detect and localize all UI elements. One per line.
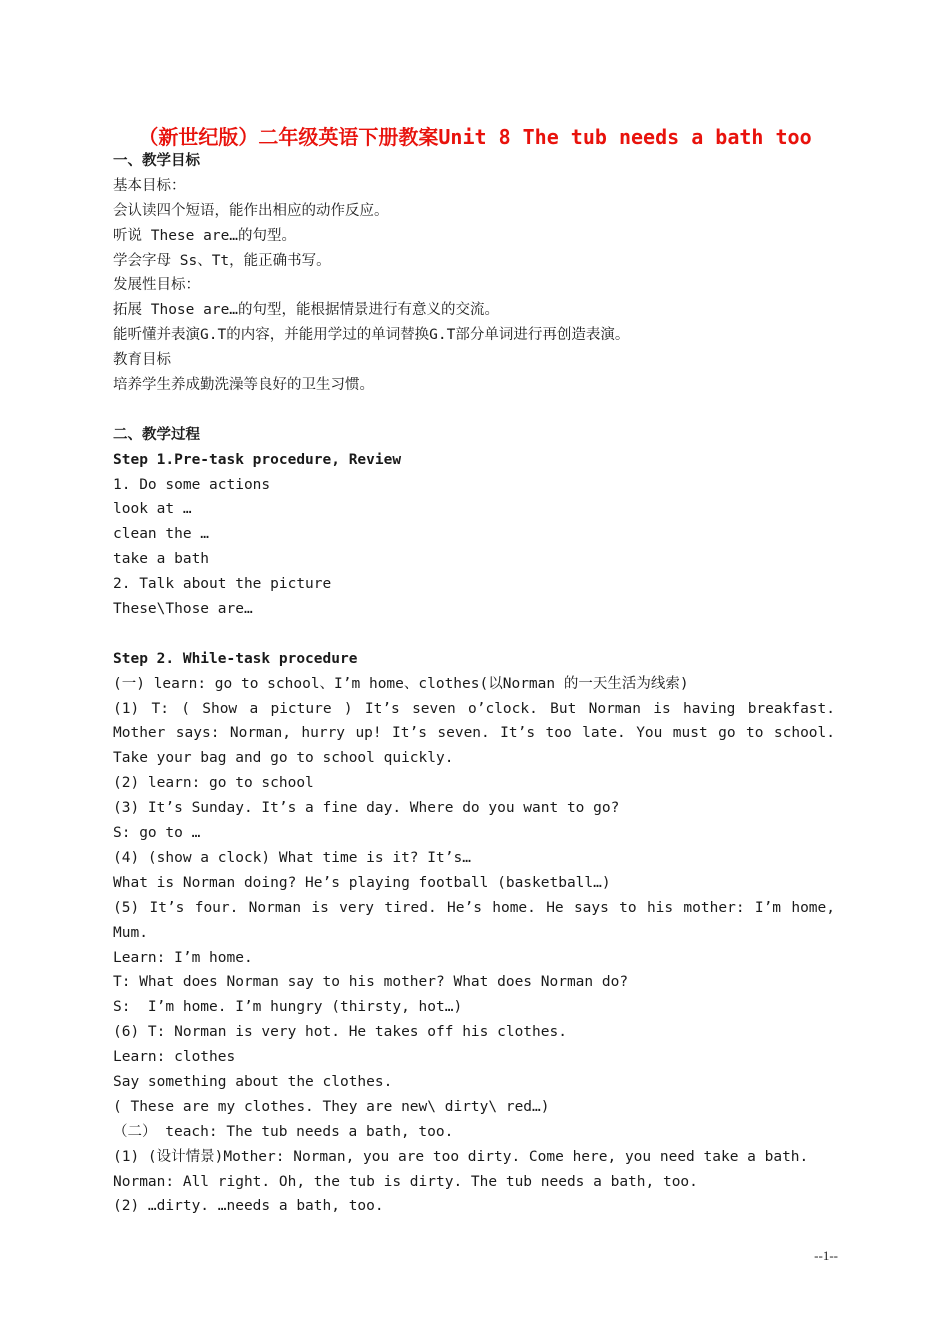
- text-line: Mother says: Norman, hurry up! It’s seven. It’s too late. You must go to school.: [113, 725, 835, 742]
- text-line: (2) …dirty. …needs a bath, too.: [113, 1198, 384, 1215]
- text-line: (4) (show a clock) What time is it? It’s…: [113, 849, 471, 866]
- text-line: (2) learn: go to school: [113, 775, 314, 792]
- text-line: T: What does Norman say to his mother? What does Norman do?: [113, 974, 629, 991]
- document-body: [113, 149, 835, 1219]
- section-heading: Step 2. While-task procedure: [113, 650, 358, 667]
- text-line: (3) It’s Sunday. It’s a fine day. Where do you want to go?: [113, 800, 620, 817]
- text-line: S: go to …: [113, 825, 201, 842]
- text-line: S: I’m home. I’m hungry (thirsty, hot…): [113, 999, 463, 1016]
- text-line: (一) learn: go to school、I’m home、clothes(以Norman 的一天生活为线索): [113, 675, 689, 692]
- text-line: Learn: I’m home.: [113, 949, 253, 966]
- section-heading: Step 1.Pre-task procedure, Review: [113, 451, 402, 468]
- text-line: 培养学生养成勤洗澡等良好的卫生习惯。: [113, 377, 374, 394]
- page-number: --1--: [814, 1248, 838, 1263]
- text-line: 教育目标: [113, 352, 171, 369]
- text-line: Norman: All right. Oh, the tub is dirty. The tub needs a bath, too.: [113, 1173, 698, 1190]
- text-line: (1) (设计情景)Mother: Norman, you are too dirty. Come here, you need take a bath.: [113, 1148, 809, 1165]
- text-line: clean the …: [113, 526, 210, 543]
- text-line: (6) T: Norman is very hot. He takes off his clothes.: [113, 1024, 567, 1041]
- text-line: ( These are my clothes. They are new\ dirty\ red…): [113, 1098, 550, 1115]
- text-line: 听说 These are…的句型。: [113, 227, 297, 244]
- text-line: (5) It’s four. Norman is very tired. He’s home. He says to his mother: I’m home,: [113, 899, 835, 916]
- text-line: (1) T: ( Show a picture ) It’s seven o’clock. But Norman is having breakfast.: [113, 700, 835, 717]
- text-line: 1. Do some actions: [113, 476, 271, 493]
- text-line: Take your bag and go to school quickly.: [113, 750, 454, 767]
- text-line: What is Norman doing? He’s playing football (basketball…): [113, 874, 611, 891]
- text-line: 学会字母 Ss、Tt，能正确书写。: [113, 252, 331, 269]
- section-heading: 一、教学目标: [113, 153, 200, 169]
- text-line: Mum.: [113, 924, 148, 941]
- document-title: （新世纪版）二年级英语下册教案Unit 8 The tub needs a bath too: [138, 125, 812, 149]
- blank-line: [113, 622, 835, 647]
- text-line: 基本目标：: [113, 177, 186, 194]
- text-line: 发展性目标：: [113, 277, 200, 294]
- blank-line: [113, 398, 835, 423]
- text-line: 2. Talk about the picture: [113, 576, 332, 593]
- text-line: take a bath: [113, 551, 210, 568]
- section-heading: 二、教学过程: [113, 426, 200, 443]
- text-line: 会认读四个短语，能作出相应的动作反应。: [113, 202, 389, 219]
- text-line: 拓展 Those are…的句型，能根据情景进行有意义的交流。: [113, 302, 500, 319]
- text-line: Learn: clothes: [113, 1049, 236, 1066]
- text-line: Say something about the clothes.: [113, 1073, 393, 1090]
- text-line: （二） teach: The tub needs a bath, too.: [113, 1123, 454, 1140]
- text-line: look at …: [113, 501, 192, 518]
- text-line: 能听懂并表演G.T的内容，并能用学过的单词替换G.T部分单词进行再创造表演。: [113, 327, 630, 344]
- text-line: These\Those are…: [113, 601, 253, 618]
